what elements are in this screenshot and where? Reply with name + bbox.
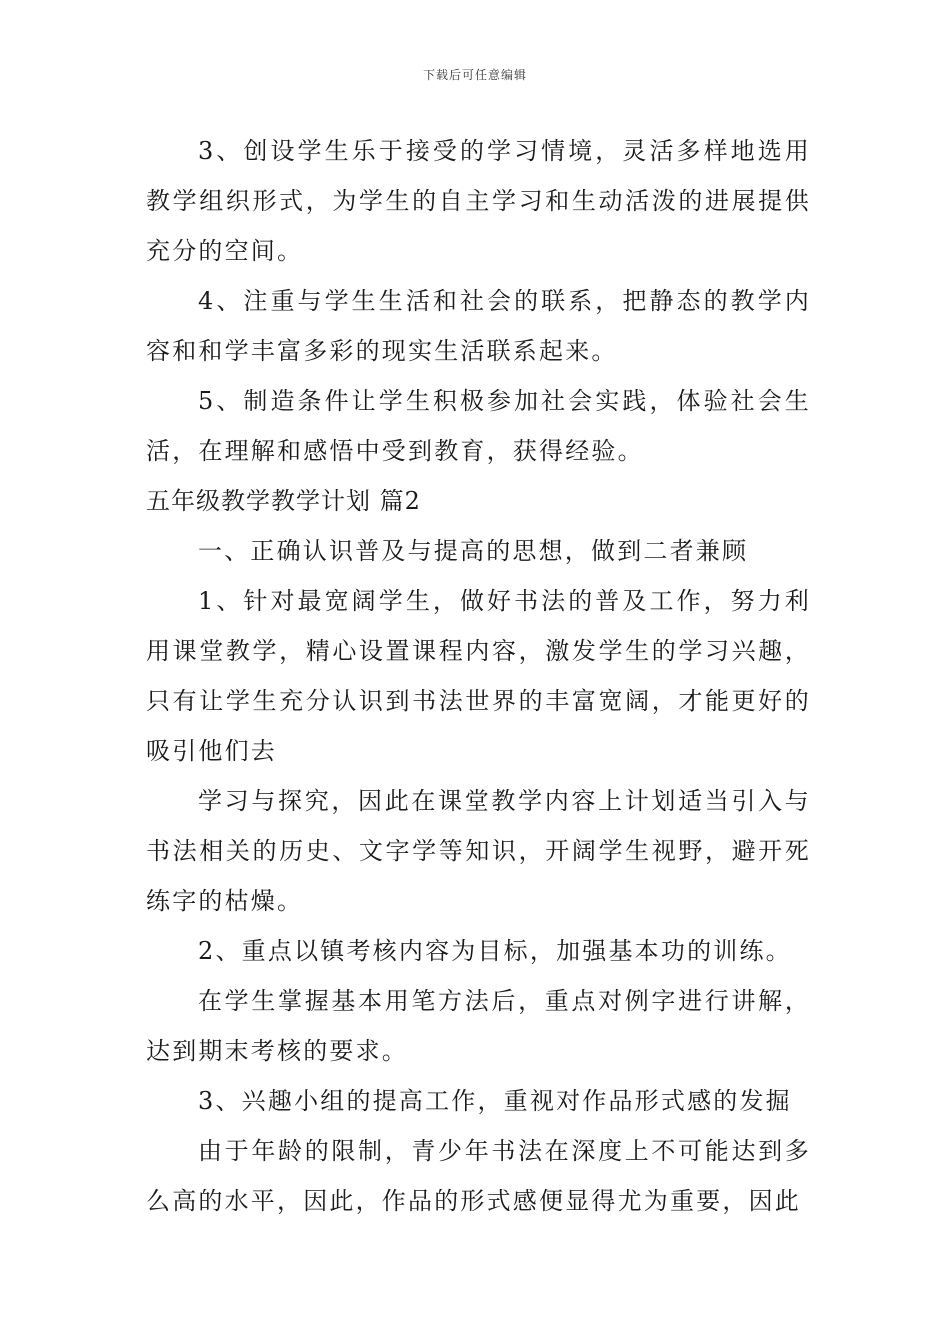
section-heading: 五年级教学教学计划 篇2 — [146, 487, 421, 515]
document-body — [146, 126, 811, 1226]
paragraph-item-1: 1、针对最宽阔学生，做好书法的普及工作，努力利用课堂教学，精心设置课程内容，激发学生的学习兴趣，只有让学生充分认识到书法世界的丰富宽阔，才能更好的吸引他们去 — [146, 587, 811, 765]
paragraph-item-3: 3、创设学生乐于接受的学习情境，灵活多样地选用教学组织形式，为学生的自主学习和生动活泼的进展提供充分的空间。 — [146, 137, 811, 265]
paragraph-continuation: 学习与探究，因此在课堂教学内容上计划适当引入与书法相关的历史、文字学等知识，开阔学生视野，避开死练字的枯燥。 — [146, 787, 811, 915]
paragraph-item-3b: 3、兴趣小组的提高工作，重视对作品形式感的发掘 — [198, 1087, 792, 1115]
paragraph-item-4: 4、注重与学生生活和社会的联系，把静态的教学内容和和学丰富多彩的现实生活联系起来。 — [146, 287, 811, 365]
paragraph-detail: 在学生掌握基本用笔方法后，重点对例字进行讲解，达到期末考核的要求。 — [146, 987, 811, 1065]
header-note: 下载后可任意编辑 — [422, 68, 527, 82]
subsection-heading-1: 一、正确认识普及与提高的思想，做到二者兼顾 — [198, 537, 749, 565]
paragraph-item-2: 2、重点以镇考核内容为目标，加强基本功的训练。 — [198, 937, 792, 965]
paragraph-item-5: 5、制造条件让学生积极参加社会实践，体验社会生活，在理解和感悟中受到教育，获得经验。 — [146, 387, 811, 465]
paragraph-final: 由于年龄的限制，青少年书法在深度上不可能达到多么高的水平，因此，作品的形式感便显得尤为重要，因此 — [146, 1137, 811, 1215]
